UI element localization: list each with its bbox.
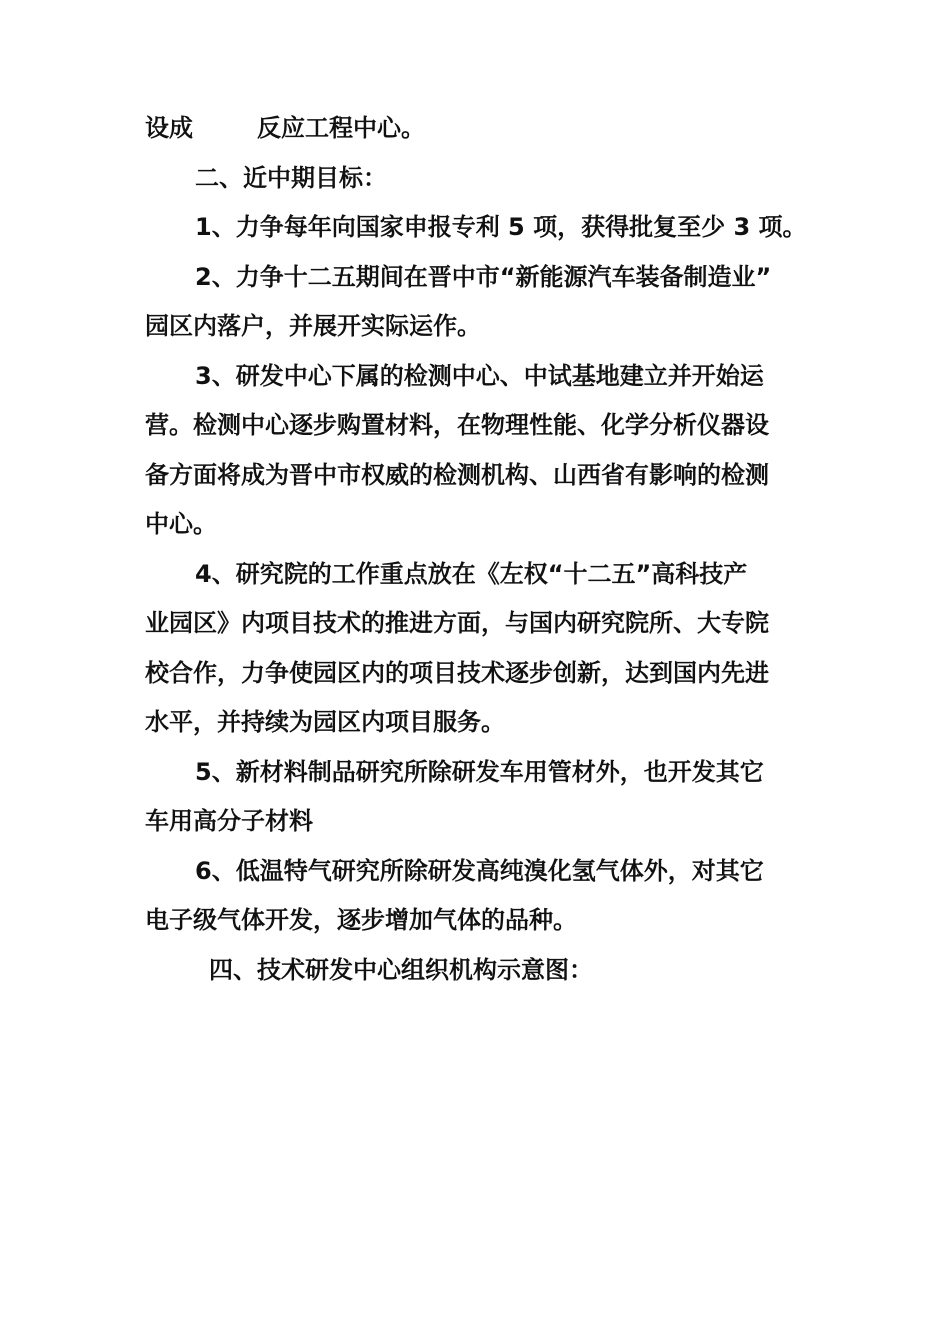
item3-line2: 营。检测中心逐步购置材料，在物理性能、化学分析仪器设 (145, 411, 769, 439)
item2-line2: 园区内落户，并展开实际运作。 (145, 312, 481, 340)
section2-heading: 二、近中期目标： (195, 163, 387, 192)
intro-text-part1: 设成 (145, 114, 193, 142)
item5-line2: 车用高分子材料 (145, 807, 313, 835)
item1-line1: 1、力争每年向国家申报专利 5 项，获得批复至少 3 项。 (195, 213, 807, 241)
item4-line3: 校合作，力争使园区内的项目技术逐步创新，达到国内先进 (145, 658, 769, 687)
item2-line1: 2、力争十二五期间在晋中市“新能源汽车装备制造业” (195, 262, 772, 291)
item3-line1: 3、研发中心下属的检测中心、中试基地建立并开始运 (195, 361, 764, 390)
item5-line1: 5、新材料制品研究所除研发车用管材外，也开发其它 (195, 757, 764, 786)
item4-line1: 4、研究院的工作重点放在《左权“十二五”高科技产 (195, 559, 748, 588)
item6-line1: 6、低温特气研究所除研发高纯溴化氢气体外，对其它 (195, 856, 764, 885)
section4-heading: 四、技术研发中心组织机构示意图： (209, 955, 593, 984)
item3-line3: 备方面将成为晋中市权威的检测机构、山西省有影响的检测 (145, 460, 769, 489)
item6-line2: 电子级气体开发，逐步增加气体的品种。 (145, 906, 577, 934)
intro-line (145, 104, 825, 154)
item4-line2: 业园区》内项目技术的推进方面，与国内研究院所、大专院 (145, 609, 769, 637)
intro-text-part2: 反应工程中心。 (257, 114, 425, 142)
item3-line4: 中心。 (145, 510, 217, 538)
item4-line4: 水平，并持续为园区内项目服务。 (145, 708, 505, 736)
document-body (145, 104, 825, 995)
